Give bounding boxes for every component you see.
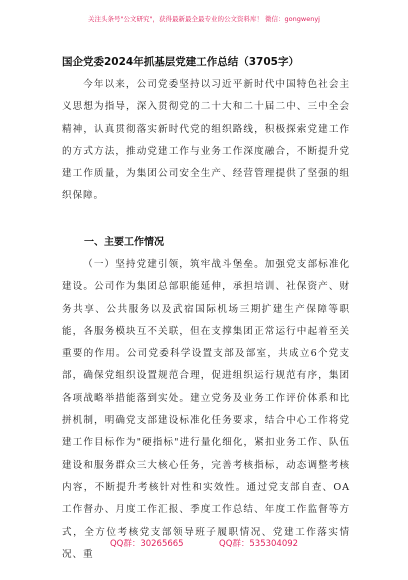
footer-contact — [0, 537, 408, 549]
paragraph-section-one — [62, 254, 350, 566]
section-heading: 一、主要工作情况 — [84, 237, 164, 248]
qq-group-1: QQ群：30265665 — [109, 539, 184, 549]
paragraph-intro — [62, 74, 350, 208]
qq-group-2: QQ群：535304092 — [219, 539, 299, 549]
paragraph-section-one-text: （一）坚持党建引领，筑牢战斗堡垒。加强党支部标准化建设。公司作为集团总部职能延伸，承担培训、社保资产、财务共享、公共服务以及武宿国际机场三期扩建生产保障等职能，各服务模块互不关联，但在支撑集团正常运行中起着至关重要的作用。公司党委科学设置支部及部室，共成立6个党支部，确保党组织设置规范合理，促进组织运行规范有序，集团各项战略举措能落到实处。建立党务及业务工作评价体系和比拼机制，明确党支部建设标准化任务要求，结合中心工作将党建工作目标作为"硬指标"进行量化细化，紧扣业务工作、队伍建设和服务群众三大核心任务，完善考核指标，动态调整考核内容，不断提升考核针对性和实效性。通过党支部自查、OA工作督办、月度工作汇报、季度工作总结、年度工作监督等方式，全方位考核党支部领导班子履职情况、党建工作落实情况、重 — [62, 259, 350, 560]
document-title: 国企党委2024年抓基层党建工作总结（3705字） — [62, 56, 299, 68]
paragraph-intro-text: 今年以来，公司党委坚持以习近平新时代中国特色社会主义思想为指导，深入贯彻党的二十大和二十届二中、三中全会精神，认真贯彻落实新时代党的组织路线，积极探索党建工作的方式方法，推动党建工作与业务工作深度融合，不断提升党建工作质量，为集团公司安全生产、经营管理提供了坚强的组织保障。 — [62, 79, 350, 202]
header-banner: 关注头条号"公文研究"，获得最新最全最专业的公文资料库！ 微信：gongwenyj — [88, 15, 320, 23]
